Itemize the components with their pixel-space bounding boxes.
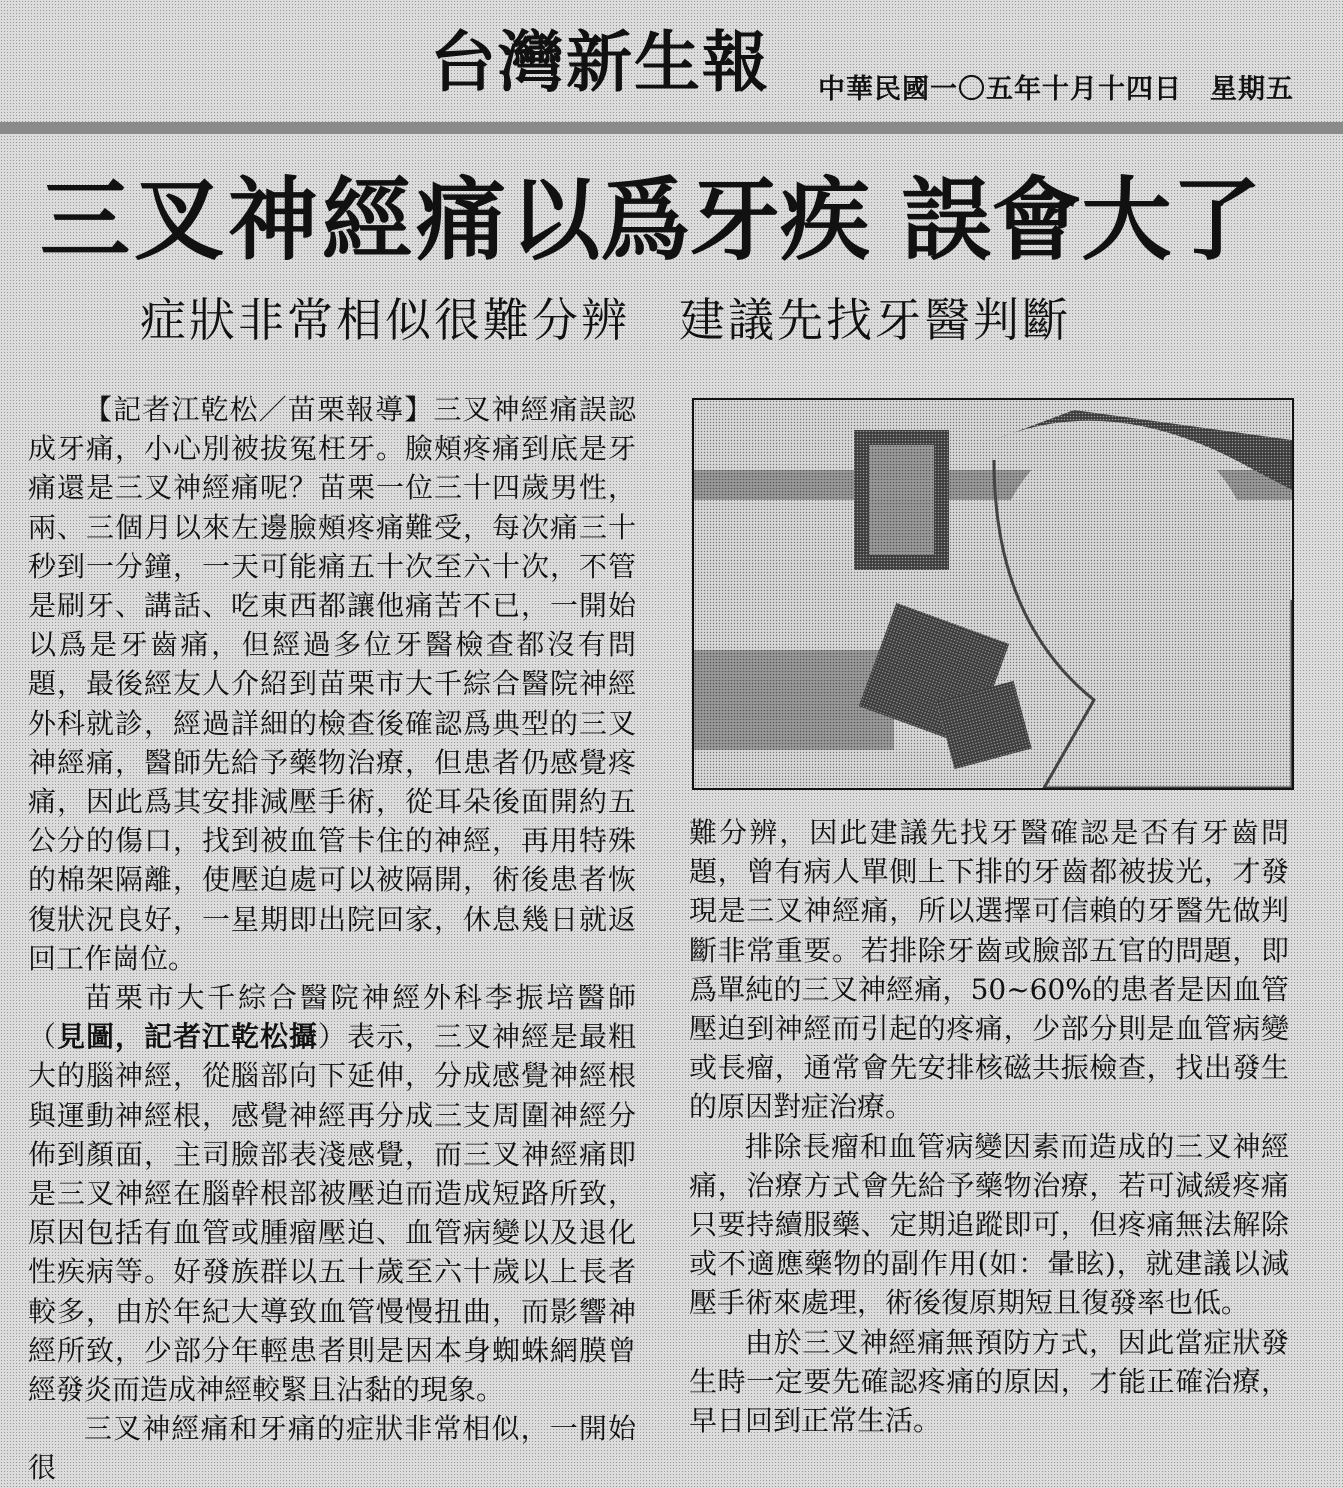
article-paragraph: 由於三叉神經痛無預防方式，因此當症狀發生時一定要先確認疼痛的原因，才能正確治療，早日回到正常生活。 xyxy=(689,1325,1289,1438)
article-column-right xyxy=(689,813,1289,1440)
issue-date: 中華民國一〇五年十月十四日 星期五 xyxy=(818,74,1294,105)
article-text: 苗栗市大千綜合醫院神經外科李振培醫師（ xyxy=(28,981,636,1054)
article-paragraph: 排除長瘤和血管病變因素而造成的三叉神經痛，治療方式會先給予藥物治療，若可減緩疼痛只要持續服藥、定期追蹤即可，但疼痛無法解除或不適應藥物的副作用(如：暈眩)，就建議以減壓手術來處理，術後復原期短且復發率也低。 xyxy=(689,1129,1289,1320)
doctor-photo xyxy=(692,398,1294,790)
subheadline: 症狀非常相似很難分辨 建議先找牙醫判斷 xyxy=(140,293,1071,347)
article-paragraph: 難分辨，因此建議先找牙醫確認是否有牙齒問題，曾有病人單側上下排的牙齒都被拔光，才發現是三叉神經痛，所以選擇可信賴的牙醫先做判斷非常重要。若排除牙齒或臉部五官的問題，即爲單純的三叉神經痛，50~60%的患者是因血管壓迫到神經而引起的疼痛，少部分則是血管病變或長瘤，通常會先安排核磁共振檢查，找出發生的原因對症治療。 xyxy=(689,816,1289,1124)
article-paragraph xyxy=(28,978,636,1409)
headline-part2: 以爲牙疾 誤會大了 xyxy=(510,168,1262,273)
article-column-left xyxy=(28,390,636,1488)
masthead-divider xyxy=(0,122,1343,134)
doctor-photo-icon xyxy=(694,400,1292,788)
headline-part1: 三叉神經痛 xyxy=(40,167,510,273)
photo-credit: 見圖，記者江乾松攝 xyxy=(57,1020,318,1054)
article-text: ）表示，三叉神經是最粗大的腦神經，從腦部向下延伸，分成感覺神經根與運動神經根，感覺神經再分成三支周圍神經分佈到顏面，主司臉部表淺感覺，而三叉神經痛即是三叉神經在腦幹根部被壓迫而造成短路所致，原因包括有血管或腫瘤壓迫、血管病變以及退化性疾病等。好發族群以五十歲至六十歲以上長者較多，由於年紀大導致血管慢慢扭曲，而影響神經所致，少部分年輕患者則是因本身蜘蛛網膜曾經發炎而造成神經較緊且沾黏的現象。 xyxy=(28,1020,636,1407)
newspaper-logo: 台灣新生報 xyxy=(430,23,770,101)
article-paragraph: 【記者江乾松／苗栗報導】三叉神經痛誤認成牙痛，小心別被拔冤枉牙。臉頰疼痛到底是牙痛還是三叉神經痛呢？苗栗一位三十四歲男性，兩、三個月以來左邊臉頰疼痛難受，每次痛三十秒到一分鐘，一天可能痛五十次至六十次，不管是刷牙、講話、吃東西都讓他痛苦不已，一開始以爲是牙齒痛，但經過多位牙醫檢查都沒有問題，最後經友人介紹到苗栗市大千綜合醫院神經外科就診，經過詳細的檢查後確認爲典型的三叉神經痛，醫師先給予藥物治療，但患者仍感覺疼痛，因此爲其安排減壓手術，從耳朵後面開約五公分的傷口，找到被血管卡住的神經，再用特殊的棉架隔離，使壓迫處可以被隔開，術後患者恢復狀況良好，一星期即出院回家，休息幾日就返回工作崗位。 xyxy=(28,393,636,975)
article-paragraph: 三叉神經痛和牙痛的症狀非常相似，一開始很 xyxy=(28,1412,636,1485)
